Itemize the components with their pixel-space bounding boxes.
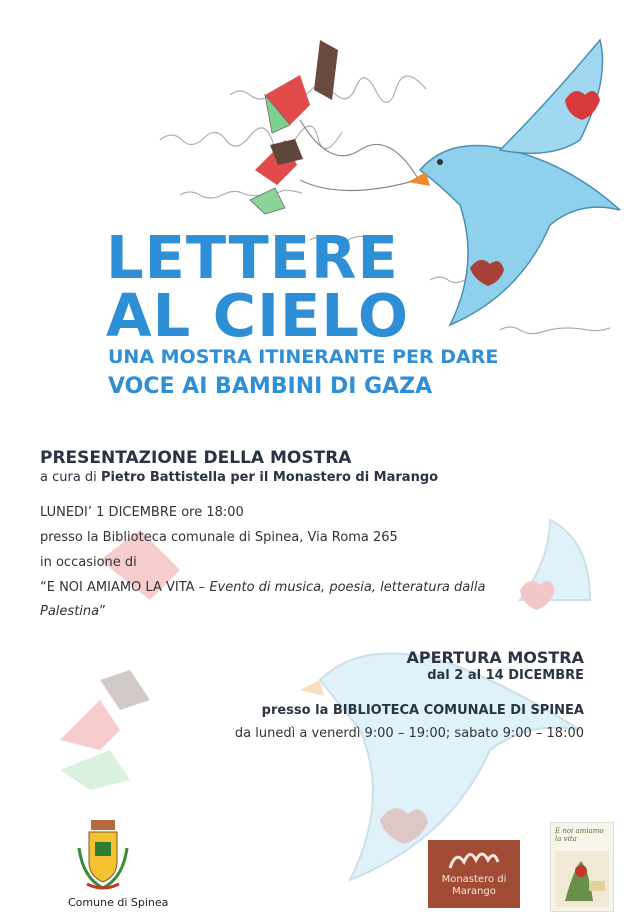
curator-prefix: a cura di (40, 470, 97, 485)
presentation-venue: presso la Biblioteca comunale di Spinea, Via Roma 265 (40, 530, 398, 545)
event-poster-thumbnail (550, 822, 614, 912)
curator-name: Pietro Battistella per il Monastero di Marango (100, 470, 439, 485)
comune-crest-icon (73, 818, 133, 896)
opening-venue (262, 703, 584, 718)
event-poster-image (555, 851, 609, 907)
subtitle-line-2: VOCE AI BAMBINI DI GAZA (108, 374, 433, 399)
opening-heading: APERTURA MOSTRA (406, 648, 584, 667)
presentation-curator (40, 470, 438, 485)
opening-venue-prefix: presso la (261, 703, 329, 718)
opening-hours: da lunedì a venerdì 9:00 – 19:00; sabato 9:00 – 18:00 (234, 726, 584, 741)
event-name: “E NOI AMIAMO LA VITA – (40, 580, 206, 595)
monastero-mark-icon (448, 848, 500, 870)
event-close-quote: ” (99, 604, 106, 619)
presentation-event (40, 580, 485, 595)
subtitle-line-1: UNA MOSTRA ITINERANTE PER DARE (108, 346, 499, 368)
title-line-1: LETTERE (106, 223, 399, 292)
opening-venue-name: BIBLIOTECA COMUNALE DI SPINEA (332, 703, 584, 718)
presentation-heading: PRESENTAZIONE DELLA MOSTRA (40, 448, 352, 468)
monastero-logo (428, 840, 520, 908)
event-description: Evento di musica, poesia, letteratura dalla (209, 580, 486, 595)
presentation-date: LUNEDI’ 1 DICEMBRE ore 18:00 (40, 505, 244, 520)
comune-label: Comune di Spinea (68, 896, 169, 909)
title-line-2: AL CIELO (106, 281, 409, 350)
monastero-line-1: Monastero di (441, 874, 507, 885)
presentation-occasion: in occasione di (40, 555, 137, 570)
monastero-line-2: Marango (452, 886, 496, 897)
event-description-2: Palestina (40, 604, 100, 619)
event-poster-title: E noi amiamo la vita (555, 827, 604, 843)
opening-dates: dal 2 al 14 DICEMBRE (427, 668, 584, 683)
presentation-event-cont (40, 604, 106, 619)
